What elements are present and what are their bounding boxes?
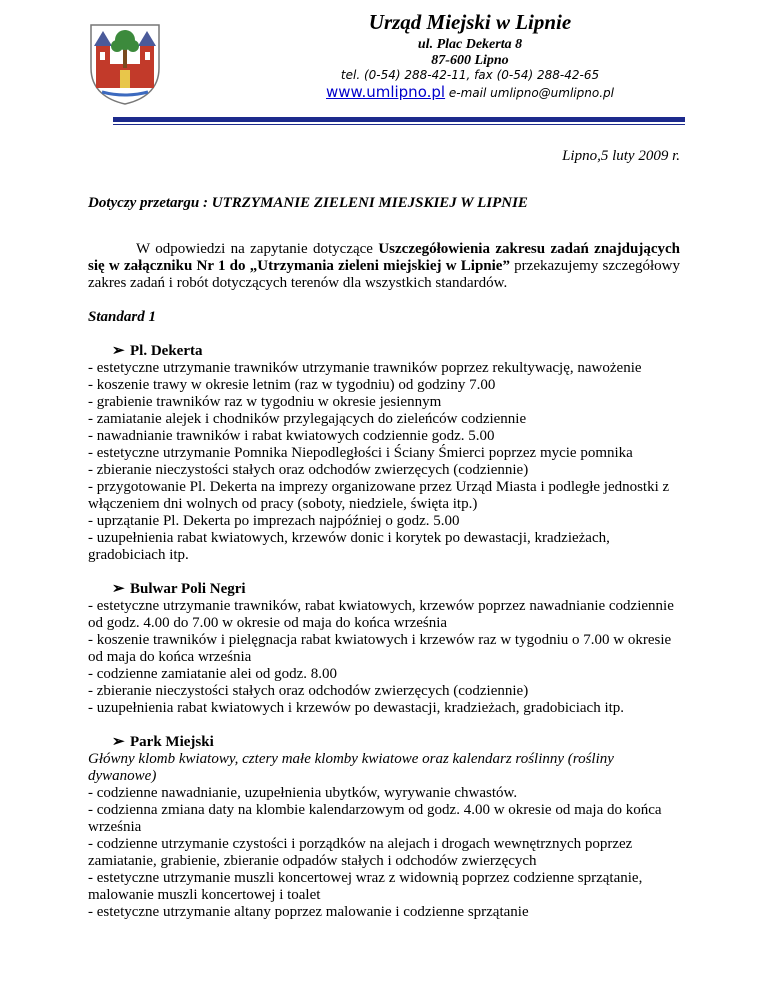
office-phone: tel. (0-54) 288-42-11, fax (0-54) 288-42-65 [340,68,600,82]
section-heading [88,734,680,751]
intro-text-bold: Uszczegółowienia zakresu zadań znajdujących się w załączniku Nr 1 do „Utrzymania zieleni miejskiej w Lipnie” [88,241,680,274]
list-item: - estetyczne utrzymanie trawników utrzymanie trawników poprzez rekultywację, nawożenie [88,360,642,376]
list-item: - estetyczne utrzymanie Pomnika Niepodległości i Ściany Śmierci poprzez mycie pomnika [88,445,633,461]
list-item: - codzienne utrzymanie czystości i porządków na alejach i drogach wewnętrznych poprzez zamiatanie, grabienie, zbieranie odpadów stałych i odchodów zwierzęcych [88,836,633,869]
list-item: - koszenie trawy w okresie letnim (raz w tygodniu) od godziny 7.00 [88,377,496,393]
letter-body [88,130,680,921]
section-title: Pl. Dekerta [130,343,203,359]
office-postal: 87-600 Lipno [431,53,509,68]
arrow-bullet-icon: ➢ [112,734,125,750]
standard-heading: Standard 1 [88,309,156,325]
arrow-bullet-icon: ➢ [112,581,125,597]
list-item: - grabienie trawników raz w tygodniu w okresie jesiennym [88,394,442,410]
website-link[interactable]: www.umlipno.pl [326,83,446,101]
list-item: - koszenie trawników i pielęgnacja rabat kwiatowych i krzewów raz w tygodniu o 7.00 w okresie od maja do końca września [88,632,672,665]
arrow-bullet-icon: ➢ [112,343,125,359]
section-subtitle: Główny klomb kwiatowy, cztery małe klomby kwiatowe oraz kalendarz roślinny (rośliny dywanowe) [88,751,614,784]
list-item: - estetyczne utrzymanie altany poprzez malowanie i codzienne sprzątanie [88,904,529,920]
header-divider [113,117,685,122]
email-address: e-mail umlipno@umlipno.pl [448,86,614,100]
office-street: ul. Plac Dekerta 8 [417,37,523,52]
list-item: - uzupełnienia rabat kwiatowych, krzewów donic i korytek po dewastacji, kradzieżach, gradobiciach itp. [88,530,610,563]
intro-text-end: przekazujemy szczegółowy zakres zadań i robót dotyczących terenów dla wszystkich standardów. [88,258,680,291]
intro-paragraph [88,241,680,292]
coat-of-arms-logo [88,22,162,106]
list-item: - uzupełnienia rabat kwiatowych i krzewów po dewastacji, kradzieżach, gradobiciach itp. [88,700,625,716]
letter-subject: Dotyczy przetargu : UTRZYMANIE ZIELENI MIEJSKIEJ W LIPNIE [88,195,528,211]
list-item: - nawadnianie trawników i rabat kwiatowych codziennie godz. 5.00 [88,428,495,444]
list-item: - estetyczne utrzymanie muszli koncertowej wraz z widownią poprzez codzienne sprzątanie, malowanie muszli koncertowej i toalet [88,870,643,903]
list-item: - codzienne zamiatanie alei od godz. 8.00 [88,666,338,682]
list-item: - uprzątanie Pl. Dekerta po imprezach najpóźniej o godz. 5.00 [88,513,460,529]
list-item: - zamiatanie alejek i chodników przylegających do zieleńców codziennie [88,411,527,427]
list-item: - codzienne nawadnianie, uzupełnienia ubytków, wyrywanie chwastów. [88,785,518,801]
list-item: - codzienna zmiana daty na klombie kalendarzowym od godz. 4.00 w okresie od maja do końca września [88,802,662,835]
section-title: Park Miejski [130,734,214,750]
list-item: - estetyczne utrzymanie trawników, rabat kwiatowych, krzewów poprzez nawadnianie codziennie od godz. 4.00 do 7.00 w okresie od maja do końca września [88,598,674,631]
list-item: - zbieranie nieczystości stałych oraz odchodów zwierzęcych (codziennie) [88,683,529,699]
section-heading [88,581,680,598]
office-contact [240,83,700,101]
section-heading [88,343,680,360]
intro-text-start: W odpowiedzi na zapytanie dotyczące [136,241,379,257]
office-name: Urząd Miejski w Lipnie [368,10,572,34]
list-item: - przygotowanie Pl. Dekerta na imprezy organizowane przez Urząd Miasta i podległe jednostki z włączeniem dni wolnych od pracy (soboty, niedziele, święta itp.) [88,479,670,512]
letter-date: Lipno,5 luty 2009 r. [562,148,680,164]
list-item: - zbieranie nieczystości stałych oraz odchodów zwierzęcych (codziennie) [88,462,529,478]
header-divider-thin [113,124,685,125]
section-title: Bulwar Poli Negri [130,581,246,597]
